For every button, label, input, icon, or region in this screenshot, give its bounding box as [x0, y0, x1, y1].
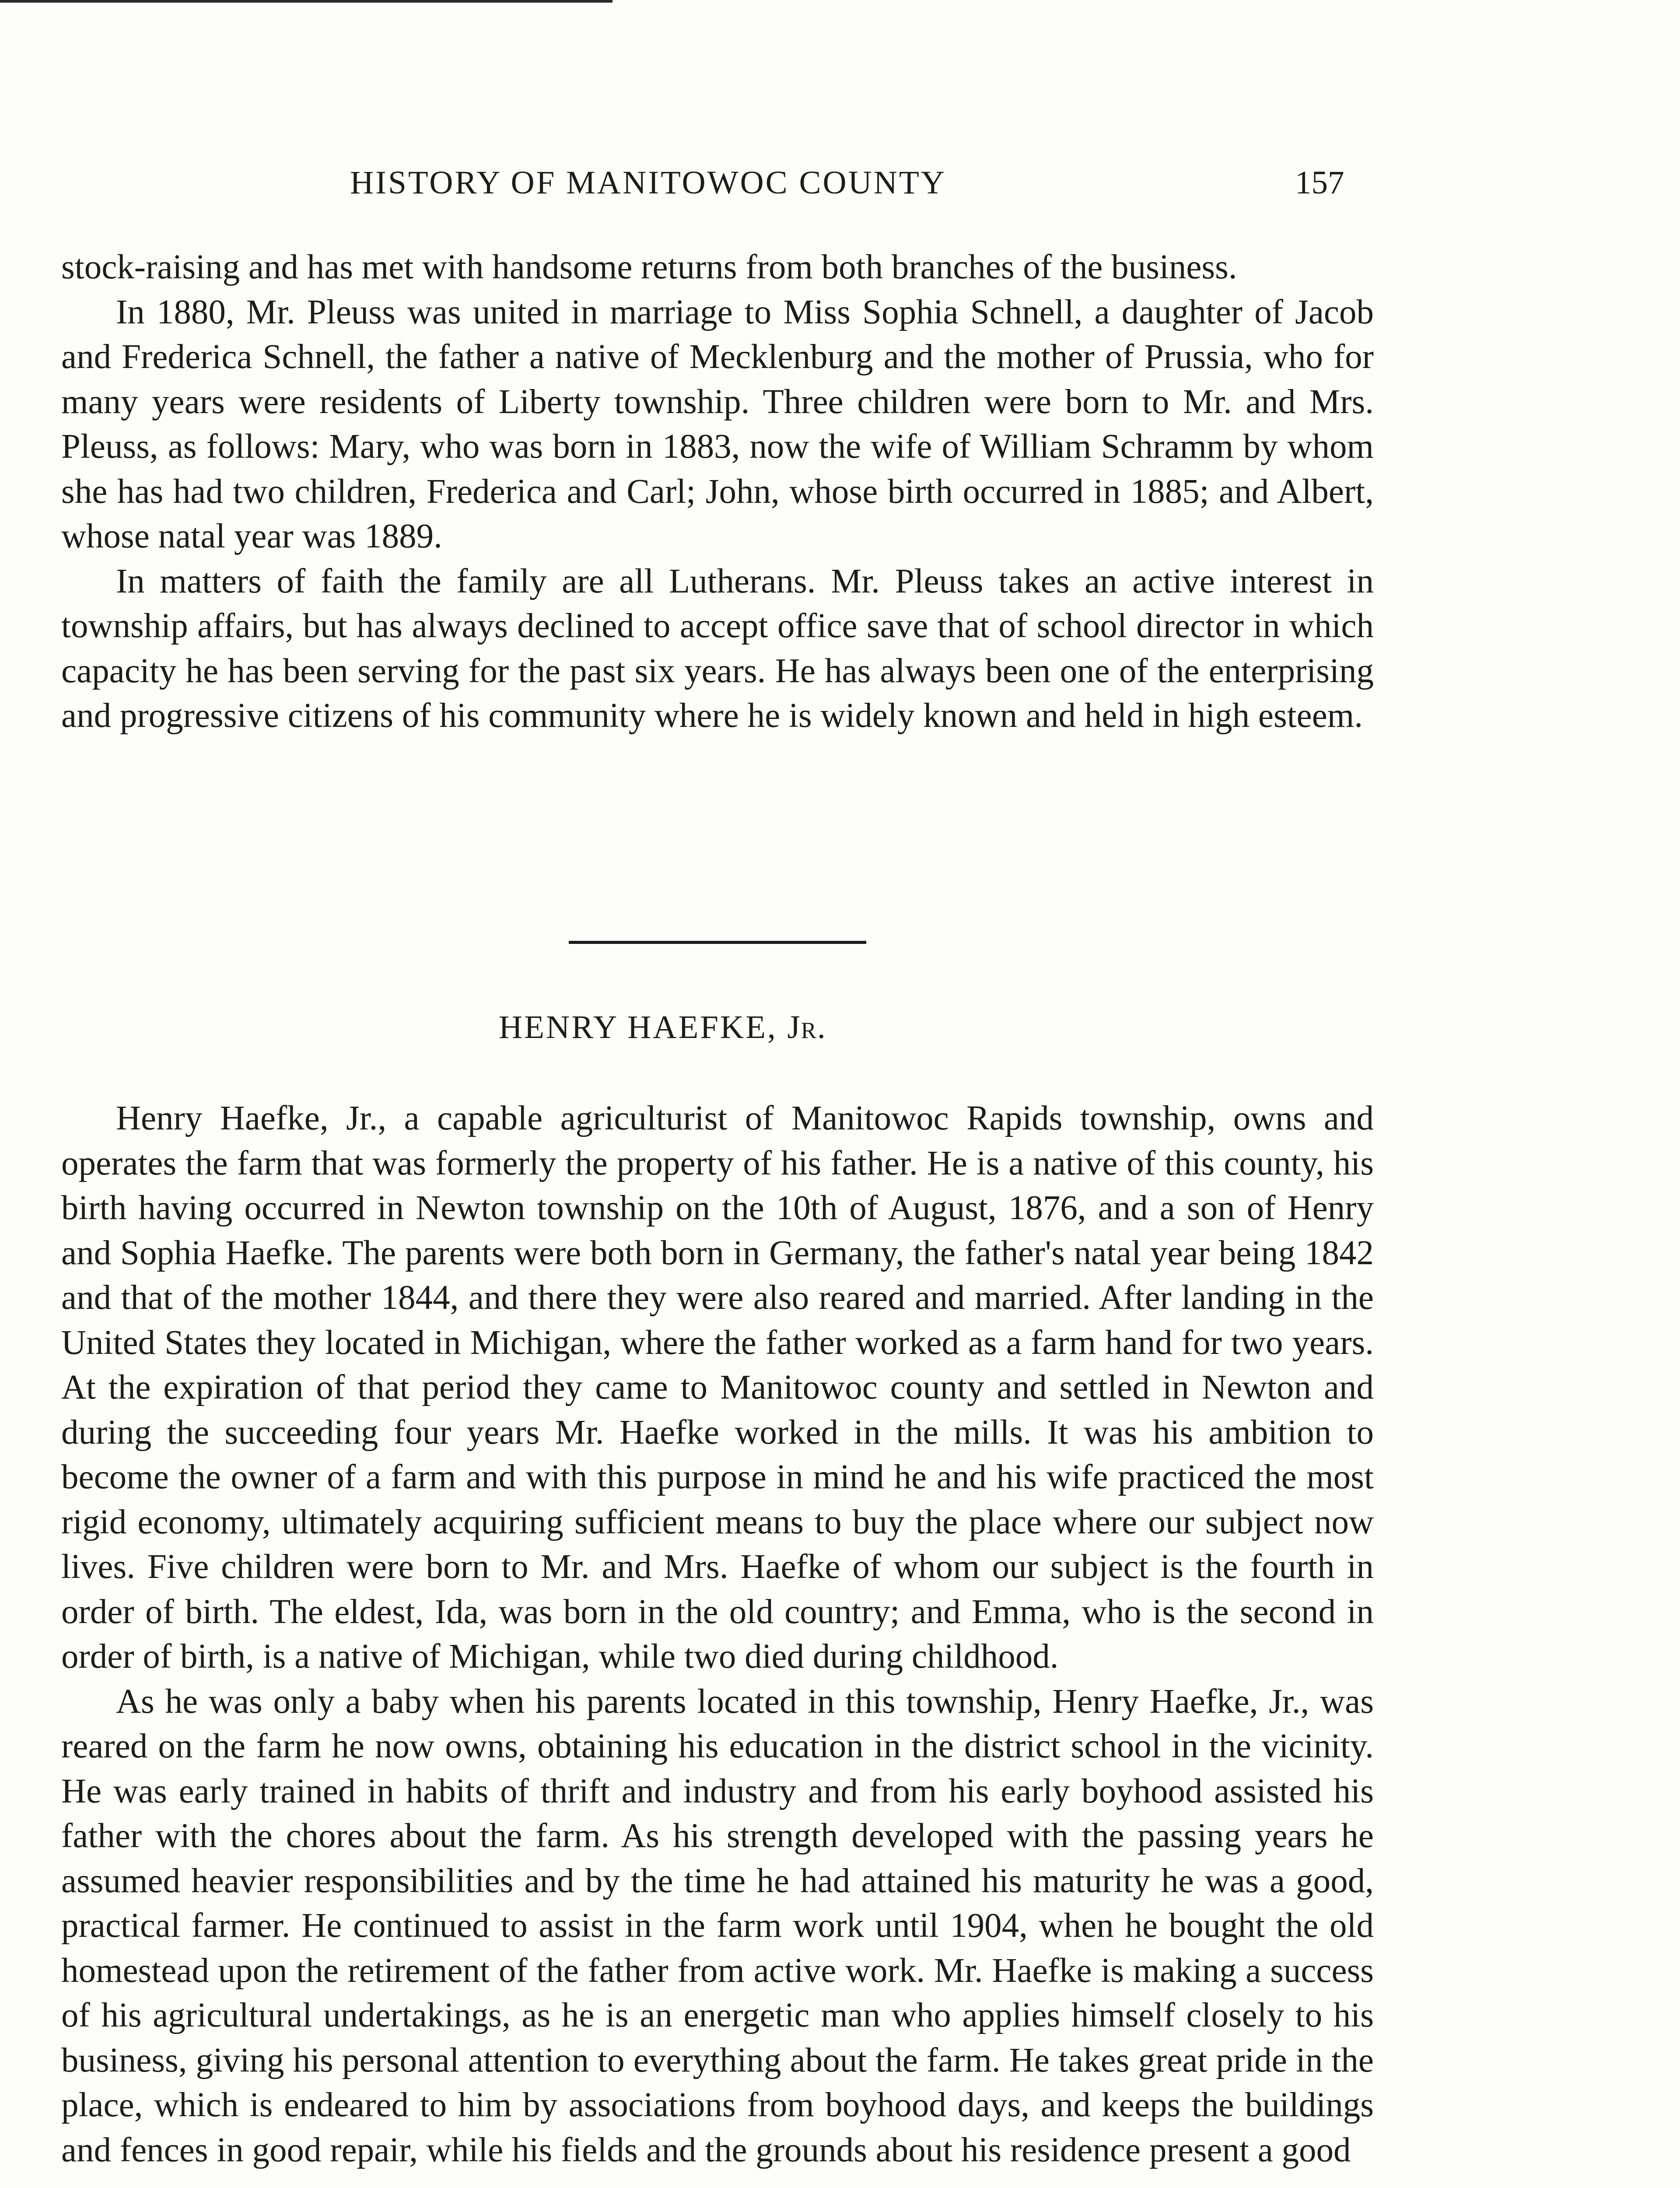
biography-heading-name: HENRY HAEFKE,	[499, 1009, 777, 1045]
paragraph-upbringing: As he was only a baby when his parents located in this township, Henry Haefke, Jr., was reared on the farm he now owns, obtaining his education in the district school in the vicinity. He was early trained in habits of thrift and industry and from his early boyhood assisted his father with the chores about the farm. As his strength developed with the passing years he assumed heavier responsibilities and by the time he had attained his maturity he was a good, practical farmer. He continued to assist in the farm work until 1904, when he bought the old homestead upon the retirement of the father from active work. Mr. Haefke is making a success of his agricultural undertakings, as he is an energetic man who applies himself closely to his business, giving his personal attention to everything about the farm. He takes great pride in the place, which is endeared to him by associations from boyhood days, and keeps the buildings and fences in good repair, while his fields and the grounds about his residence present a good	[61, 1682, 1374, 2169]
continued-biography	[61, 245, 1374, 739]
paragraph-faith: In matters of faith the family are all Lutherans. Mr. Pleuss takes an active interest in township affairs, but has always declined to accept office save that of school director in which capacity he has been serving for the past six years. He has always been one of the enterprising and progressive citizens of his community where he is widely known and held in high esteem.	[61, 562, 1374, 735]
biography-body	[61, 1096, 1374, 2173]
running-head-title: HISTORY OF MANITOWOC COUNTY	[350, 165, 946, 201]
section-divider	[569, 941, 866, 944]
page-number: 157	[1295, 165, 1344, 201]
paragraph-marriage: In 1880, Mr. Pleuss was united in marriage to Miss Sophia Schnell, a daughter of Jacob and Frederica Schnell, the father a native of Mecklenburg and the mother of Prussia, who for many years were residents of Liberty township. Three children were born to Mr. and Mrs. Pleuss, as follows: Mary, who was born in 1883, now the wife of William Schramm by whom she has had two children, Frederica and Carl; John, whose birth occurred in 1885; and Albert, whose natal year was 1889.	[61, 293, 1374, 555]
paragraph-origins: Henry Haefke, Jr., a capable agriculturist of Manitowoc Rapids township, owns and operates the farm that was formerly the property of his father. He is a native of this county, his birth having occurred in Newton township on the 10th of August, 1876, and a son of Henry and Sophia Haefke. The parents were both born in Germany, the father's natal year being 1842 and that of the mother 1844, and there they were also reared and married. After landing in the United States they located in Michigan, where the father worked as a farm hand for two years. At the expiration of that period they came to Manitowoc county and settled in Newton and during the succeeding four years Mr. Haefke worked in the mills. It was his ambition to become the owner of a farm and with this purpose in mind he and his wife practiced the most rigid economy, ultimately acquiring sufficient means to buy the place where our subject now lives. Five children were born to Mr. and Mrs. Haefke of whom our subject is the fourth in order of birth. The eldest, Ida, was born in the old country; and Emma, who is the second in order of birth, is a native of Michigan, while two died during childhood.	[61, 1099, 1374, 1676]
scan-edge-rule	[0, 0, 612, 3]
biography-heading-suffix: Jr.	[787, 1009, 826, 1045]
biography-heading	[499, 1009, 826, 1046]
paragraph-continuation: stock-raising and has met with handsome returns from both branches of the business.	[61, 248, 1237, 286]
